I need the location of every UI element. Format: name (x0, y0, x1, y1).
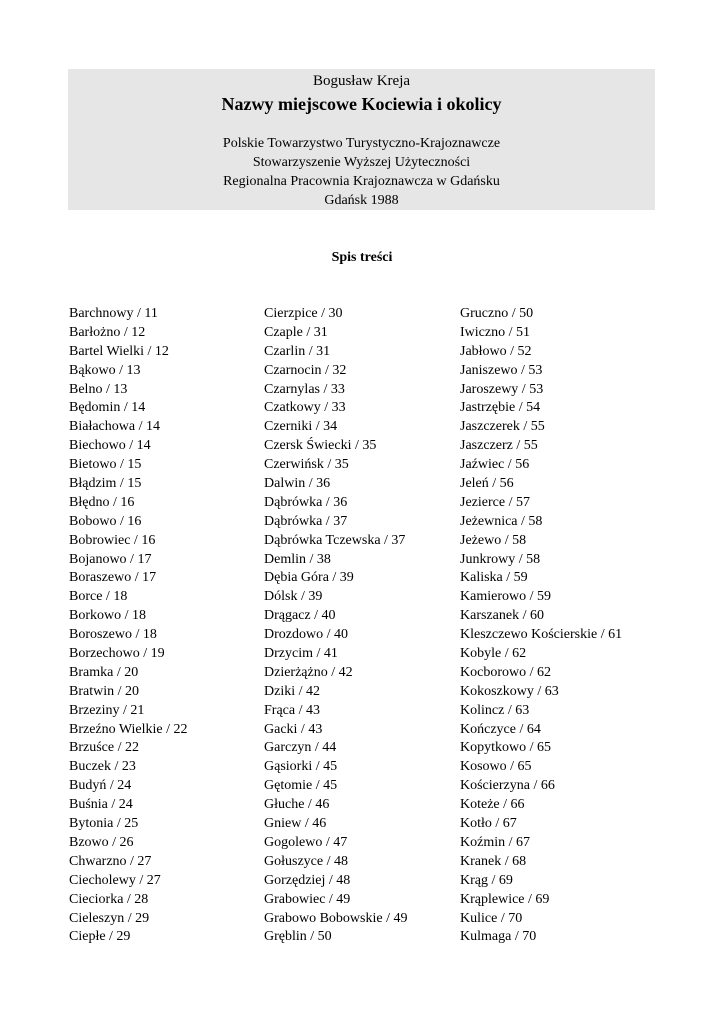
toc-entry: Bąkowo / 13 (69, 362, 141, 378)
toc-entry: Boroszewo / 18 (69, 627, 157, 643)
toc-entry: Dziki / 42 (264, 683, 320, 699)
toc-entry: Jezierce / 57 (460, 494, 530, 510)
toc-entry: Garczyn / 44 (264, 740, 337, 756)
toc-entry: Gacki / 43 (264, 721, 323, 737)
toc-entry: Dzierżążno / 42 (264, 664, 353, 680)
toc-entry: Jabłowo / 52 (460, 343, 532, 359)
toc-entry: Drozdowo / 40 (264, 627, 348, 643)
toc-entry: Junkrowy / 58 (460, 551, 541, 567)
toc-entry: Kosowo / 65 (460, 759, 532, 775)
toc-entry: Jaroszewy / 53 (460, 381, 544, 397)
toc-entry: Barłożno / 12 (69, 324, 146, 340)
toc-entry: Kończyce / 64 (460, 721, 541, 737)
toc-entry: Jaźwiec / 56 (460, 457, 530, 473)
toc-entry: Boraszewo / 17 (69, 570, 157, 586)
toc-entry: Bobowo / 16 (69, 513, 142, 529)
toc-entry: Buczek / 23 (69, 759, 136, 775)
toc-entry: Dólsk / 39 (264, 589, 323, 605)
toc-entry: Bartel Wielki / 12 (69, 343, 169, 359)
toc-entry: Brzeziny / 21 (69, 702, 145, 718)
title-block (68, 69, 655, 210)
toc-entry: Bojanowo / 17 (69, 551, 152, 567)
document-title: Nazwy miejscowe Kociewia i okolicy (221, 94, 502, 114)
toc-entry: Dębia Góra / 39 (264, 570, 354, 586)
toc-entry: Czerwińsk / 35 (264, 457, 349, 473)
toc-entry: Iwiczno / 51 (460, 324, 530, 340)
toc-entry: Kocborowo / 62 (460, 664, 551, 680)
toc-heading: Spis treści (331, 250, 393, 265)
toc-entry: Budyń / 24 (69, 778, 132, 794)
toc-entry: Koteże / 66 (460, 797, 525, 813)
toc-entry: Czarlin / 31 (264, 343, 331, 359)
toc-entry: Kaliska / 59 (460, 570, 528, 586)
toc-entry: Grabowo Bobowskie / 49 (264, 910, 408, 926)
toc-entry: Cieciorka / 28 (69, 891, 149, 907)
toc-entry: Chwarzno / 27 (69, 853, 152, 869)
toc-entry: Kulice / 70 (460, 910, 523, 926)
toc-entry: Drągacz / 40 (264, 608, 336, 624)
toc-entry: Dąbrówka Tczewska / 37 (264, 532, 406, 548)
publisher-line: Stowarzyszenie Wyższej Użyteczności (252, 155, 471, 170)
publication-place-year: Gdańsk 1988 (324, 193, 399, 208)
toc-entry: Czarnocin / 32 (264, 362, 347, 378)
toc-entry: Dąbrówka / 36 (264, 494, 348, 510)
toc-entry: Kranek / 68 (460, 853, 527, 869)
toc-entry: Kościerzyna / 66 (460, 778, 555, 794)
toc-entry: Będomin / 14 (69, 400, 146, 416)
toc-entry: Kamierowo / 59 (460, 589, 551, 605)
toc-entry: Brzuśce / 22 (69, 740, 139, 756)
toc-entry: Gręblin / 50 (264, 929, 332, 945)
author-name: Bogusław Kreja (312, 73, 411, 89)
toc-entry: Bobrowiec / 16 (69, 532, 156, 548)
toc-entry: Głuche / 46 (264, 797, 330, 813)
toc-entry: Frąca / 43 (264, 702, 320, 718)
toc-column-2 (264, 305, 408, 947)
toc-entry: Jeżewo / 58 (460, 532, 527, 548)
toc-entry: Kulmaga / 70 (460, 929, 537, 945)
toc-entry: Bietowo / 15 (69, 457, 142, 473)
publisher-info (68, 134, 655, 210)
toc-entry: Jastrzębie / 54 (460, 400, 541, 416)
toc-entry: Czatkowy / 33 (264, 400, 346, 416)
toc-entry: Jeżewnica / 58 (460, 513, 543, 529)
toc-entry: Czaple / 31 (264, 324, 328, 340)
toc-entry: Gruczno / 50 (460, 306, 534, 321)
toc-entry: Czersk Świecki / 35 (264, 438, 377, 454)
toc-entry: Jeleń / 56 (460, 476, 514, 492)
toc-entry: Buśnia / 24 (69, 797, 133, 813)
toc-entry: Jaszczerek / 55 (460, 419, 545, 435)
toc-entry: Grabowiec / 49 (264, 891, 351, 907)
toc-entry: Demlin / 38 (264, 551, 331, 567)
toc-entry: Bratwin / 20 (69, 683, 139, 699)
toc-entry: Kleszczewo Kościerskie / 61 (460, 627, 623, 643)
toc-entry: Brzeźno Wielkie / 22 (69, 721, 188, 737)
toc-entry: Belno / 13 (69, 381, 128, 397)
toc-entry: Biechowo / 14 (69, 438, 151, 454)
toc-entry: Czerniki / 34 (264, 419, 338, 435)
toc-entry: Kopytkowo / 65 (460, 740, 551, 756)
toc-entry: Krąplewice / 69 (460, 891, 550, 907)
toc-entry: Błędno / 16 (69, 494, 135, 510)
toc-entry: Gołuszyce / 48 (264, 853, 348, 869)
toc-entry: Dalwin / 36 (264, 476, 331, 492)
toc-entry: Kolincz / 63 (460, 702, 530, 718)
toc-entry: Barchnowy / 11 (69, 306, 158, 321)
publisher-line: Regionalna Pracownia Krajoznawcza w Gdańsku (223, 174, 500, 189)
toc-entry: Jaszczerz / 55 (460, 438, 538, 454)
toc-entry: Borzechowo / 19 (69, 646, 165, 662)
toc-entry: Bytonia / 25 (69, 816, 139, 832)
toc-entry: Gogolewo / 47 (264, 834, 348, 850)
toc-entry: Gniew / 46 (264, 816, 327, 832)
toc-entry: Bzowo / 26 (69, 834, 134, 850)
toc-entry: Ciepłe / 29 (69, 929, 131, 945)
toc-entry: Bramka / 20 (69, 664, 139, 680)
toc-entry: Czarnylas / 33 (264, 381, 345, 397)
toc-entry: Krąg / 69 (460, 872, 513, 888)
toc-entry: Karszanek / 60 (460, 608, 544, 624)
toc-entry: Kobyle / 62 (460, 646, 527, 662)
toc-entry: Gąsiorki / 45 (264, 759, 338, 775)
toc-entry: Białachowa / 14 (69, 419, 160, 435)
toc-entry: Gorzędziej / 48 (264, 872, 351, 888)
publisher-line: Polskie Towarzystwo Turystyczno-Krajoznawcze (222, 136, 501, 151)
toc-entry: Drzycim / 41 (264, 646, 338, 662)
toc-column-1 (69, 305, 188, 947)
toc-column-3 (460, 305, 622, 947)
toc-entry: Koźmin / 67 (460, 834, 530, 850)
toc-entry: Kotło / 67 (460, 816, 517, 832)
toc-entry: Ciecholewy / 27 (69, 872, 161, 888)
toc-entry: Dąbrówka / 37 (264, 513, 348, 529)
toc-entry: Cierzpice / 30 (264, 306, 343, 321)
toc-entry: Borkowo / 18 (69, 608, 146, 624)
toc-entry: Borce / 18 (69, 589, 128, 605)
toc-entry: Kokoszkowy / 63 (460, 683, 559, 699)
toc-entry: Cieleszyn / 29 (69, 910, 150, 926)
toc-entry: Błądzim / 15 (69, 476, 142, 492)
toc-entry: Janiszewo / 53 (460, 362, 543, 378)
toc-entry: Gętomie / 45 (264, 778, 338, 794)
